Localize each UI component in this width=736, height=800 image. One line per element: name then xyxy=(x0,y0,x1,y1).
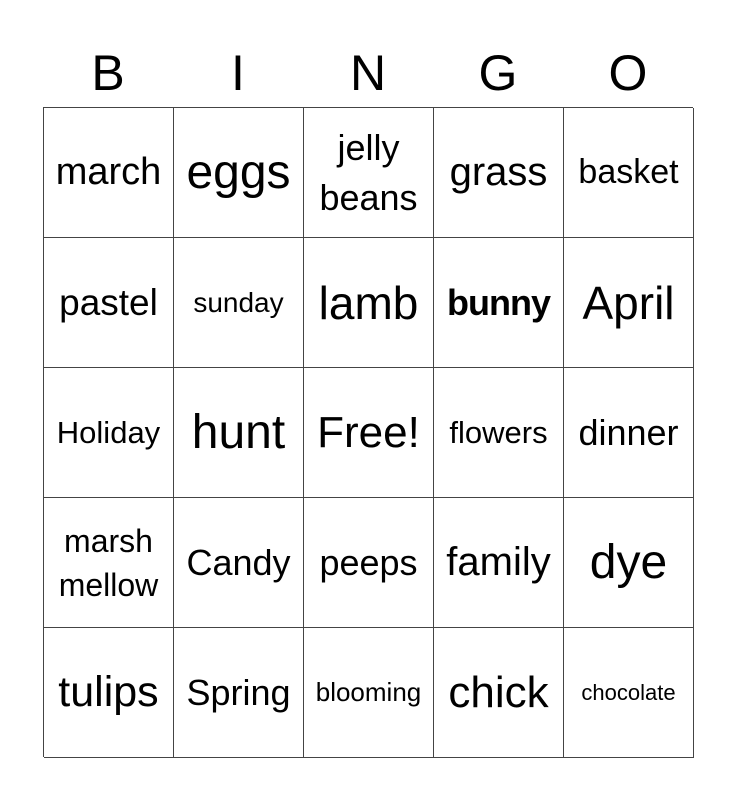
bingo-cell xyxy=(174,368,304,498)
bingo-cell xyxy=(174,628,304,758)
cell-text: dye xyxy=(589,536,668,589)
header-letter-i: I xyxy=(231,45,245,101)
cell-text: tulips xyxy=(58,668,159,716)
header-letter-g: G xyxy=(478,45,518,101)
bingo-cell xyxy=(304,238,434,368)
bingo-cell xyxy=(174,108,304,238)
bingo-cell xyxy=(44,628,174,758)
bingo-cell xyxy=(434,238,564,368)
cell-text: Free! xyxy=(317,407,420,457)
cell-text: flowers xyxy=(449,414,548,450)
bingo-cell xyxy=(434,498,564,628)
header-letter-o: O xyxy=(608,45,648,101)
cell-text: pastel xyxy=(59,281,158,323)
cell-text: dinner xyxy=(578,411,679,453)
cell-text: Candy xyxy=(186,541,291,583)
cell-text: peeps xyxy=(319,541,418,583)
cell-text: chocolate xyxy=(581,679,676,705)
bingo-cell xyxy=(44,238,174,368)
bingo-cell xyxy=(44,108,174,238)
cell-text: march xyxy=(55,151,162,193)
cell-text: hunt xyxy=(191,406,286,459)
header-letter-b: B xyxy=(91,45,125,101)
cell-text: grass xyxy=(449,150,548,194)
bingo-cell xyxy=(304,368,434,498)
cell-text: blooming xyxy=(315,677,422,707)
cell-text: jelly beans xyxy=(319,126,418,218)
bingo-cell xyxy=(304,628,434,758)
bingo-cell xyxy=(434,108,564,238)
cell-text: April xyxy=(582,276,675,329)
cell-text: eggs xyxy=(186,146,291,199)
bingo-cell xyxy=(564,238,694,368)
cell-text: basket xyxy=(578,153,679,191)
bingo-cell xyxy=(304,108,434,238)
bingo-cell xyxy=(304,498,434,628)
cell-text: family xyxy=(446,540,551,584)
header-letter-n: N xyxy=(349,45,387,101)
bingo-cell xyxy=(564,108,694,238)
cell-text: lamb xyxy=(318,276,419,329)
cell-text: marsh mellow xyxy=(58,522,159,603)
cell-text: sunday xyxy=(193,286,284,318)
bingo-board xyxy=(43,107,693,757)
bingo-cell xyxy=(564,498,694,628)
bingo-cell xyxy=(434,368,564,498)
bingo-cell xyxy=(434,628,564,758)
cell-text: bunny xyxy=(447,281,550,323)
cell-text: chick xyxy=(448,667,549,717)
bingo-cell xyxy=(564,628,694,758)
bingo-cell xyxy=(564,368,694,498)
bingo-cell xyxy=(174,238,304,368)
cell-text: Holiday xyxy=(56,414,161,450)
bingo-header xyxy=(43,40,693,106)
bingo-cell xyxy=(44,368,174,498)
bingo-cell xyxy=(44,498,174,628)
cell-text: Spring xyxy=(186,671,291,713)
bingo-cell xyxy=(174,498,304,628)
